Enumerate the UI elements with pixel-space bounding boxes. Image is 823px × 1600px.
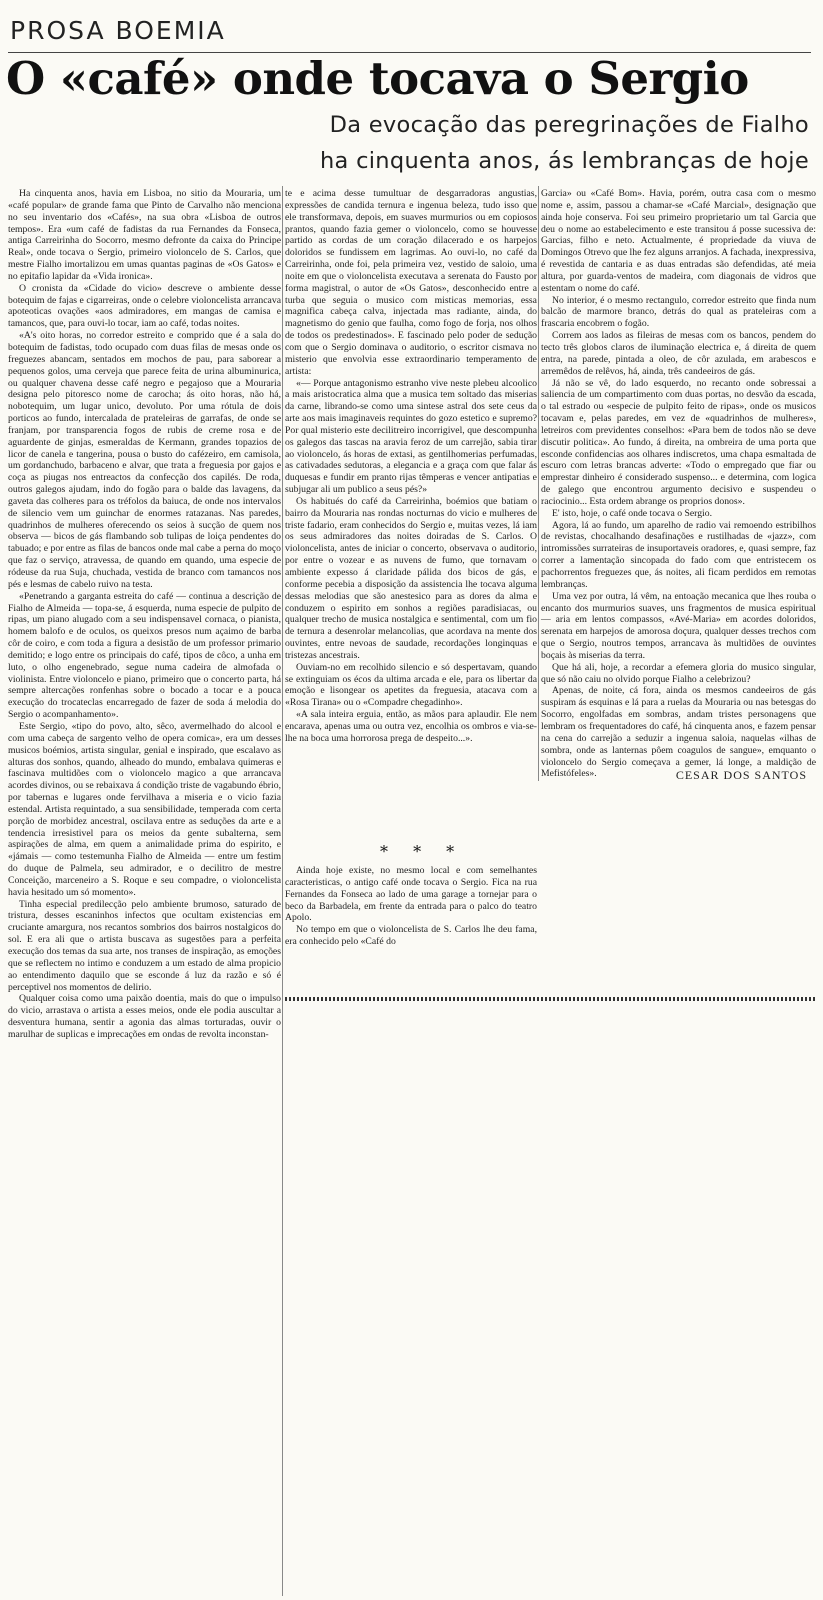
- subtitle-line-2: ha cinquenta anos, ás lembranças de hoje: [319, 148, 809, 174]
- paragraph: Que há ali, hoje, a recordar a efemera gloria do musico singular, que só não caiu no olvido porque Fialho a celebrizou?: [541, 661, 816, 685]
- paragraph: Qualquer coisa como uma paixão doentia, mais do que o impulso do vicio, arrastava o artista a esses meios, onde ele podia auscultar a desventura humana, sentir a agonia das almas torturadas, ouvir o marulhar de suplicas e imprecações em ondas de revolta inconstan-: [8, 993, 281, 1040]
- paragraph: No interior, é o mesmo rectangulo, corredor estreito que finda num balcão de marmore branco, detrás do qual as prateleiras com a frascaria encobrem o fogão.: [541, 294, 816, 330]
- paragraph: O cronista da «Cidade do vicio» descreve o ambiente desse botequim de fajas e cigarreiras, onde o celebre violoncelista arrancava apoteoticas ovações «aos admiradores, em mangas de camisa e tamancos, que, para ouvi-lo tocar, iam ao café, todas noites.: [8, 282, 281, 330]
- paragraph: «A's oito horas, no corredor estreito e comprido que é a sala do botequim de fadistas, todo ocupado com duas filas de mesas onde os freguezes abancam, sentados em mochos de pau, para saborear a pequenos golos, uma cerveja que parece feita de urina albuminurica, ou qualquer chavena desse café negro e pegajoso que a Mouraria designa pelo pitoresco nome de carocha; ás oito horas, não há, nobotequim, um lugar unico, devoluto. Por uma rótula de dois porticos ao fundo, intercalada de prateleiras de garrafas, de onde se franjam, por transparencia fogos de rubis de creme rosa e de aguardente de ginjas, esmeraldas de Kermann, grandes topazios de licor de canela e tangerina, pousa o busto do cafézeiro, em camisola, um gordanchudo, barbaceno e alvar, que trata a freguesia por gajos e coça as piugas nos entreactos da confecção dos capilés. De roda, outros galegos ajudam, indo do fogão para o balde das lavagens, da gaveta das colheres para os tréfolos da baiuca, de onde nos intervalos de silencio vem um guinchar de enormes ratazanas. Nas paredes, quadrinhos de mulheres oferecendo os seios à sucção de quem nos observa — bicos de gás flambando sob tulipas de loiça pendentes do tabuado; e por entre as filas de bancos onde mal cabe a perna do moço que faz o serviço, atravessa, de quando em quando, uma especie de ródeuse da rua Suja, chuchada, vestida de branco com tamancos nos pés e lesmas de cabelo ruivo na testa.: [8, 330, 281, 590]
- column-divider-2: [538, 186, 539, 781]
- dotted-divider: [285, 997, 816, 1001]
- headline: O «café» onde tocava o Sergio: [6, 52, 749, 105]
- article-column-1: [8, 188, 281, 1593]
- section-break-stars: * * *: [380, 842, 465, 861]
- paragraph: Apenas, de noite, cá fora, ainda os mesmos candeeiros de gás suspiram ás esquinas e lá para a ruelas da Mouraria ou nas betesgas do Socorro, engolfadas em sombras, andam tristes personagens que lembram os frequentadores do café, há cinquenta anos, e fazem pensar na cena do carrejão a seduzir a ingenua saloia, naquelas «ilhas de sombra, onde as lanternas pôem coagulos de sangue», emquanto o violoncelo do Sergio começava a gemer, lá longe, a maldição de Mefistófeles».: [541, 685, 816, 780]
- paragraph: Os habitués do café da Carreirinha, boémios que batiam o bairro da Mouraria nas rondas nocturnas do vicio e mulheres de triste fadario, eram conhecidos do Sergio e, muitas vezes, lá iam os seus admiradores das noites doiradas de S. Carlos. O violoncelista, antes de iniciar o concerto, observava o auditorio, por entre o vozear e as nuvens de fumo, que tornavam o ambiente expesso á claridade pálida dos bicos de gás, e conforme pecebia a disposição da assistencia lhe tocava alguma dessas melodias que são anestesico para as dores da alma e conduzem o espirito em sonhos a regiões paradisiacas, ou qualquer trecho de musica nostalgica e sentimental, com um fio de ternura a desenrolar melancolias, que acordava na mente dos ouvintes, entre nevoas de saudade, recordações longinquas e tristezas ancestrais.: [285, 495, 537, 661]
- paragraph: Garcia» ou «Café Bom». Havia, porém, outra casa com o mesmo nome e, assim, passou a chamar-se «Café Marcial», designação que ainda hoje conserva. Foi seu primeiro proprietario um tal Garcia que deu o nome ao estabelecimento e este transitou á posse sucessiva de: Garcias, filho e neto. Actualmente, é propriedade da viuva de Domingos Otrevo que lhe fez alguns arranjos. A fachada, inexpressiva, é revestida de cantaria e as duas entradas são defendidas, até meia altura, por guarda-ventos de madeira, com diagonais de vidros que estentam o nome do café.: [541, 188, 816, 294]
- paragraph: Este Sergio, «tipo do povo, alto, sêco, avermelhado do alcool e com uma cabeça de sargento velho de opera comica», era um desses musicos boémios, artista singular, genial e inspirado, que escalavo as alturas dos sonhos, quando, alheado do mundo, embalava quimeras e fascinava multidões com o violoncelo magico a que arrancava acordes divinos, ou se rebaixava á condição triste de vagabundo ébrio, por tabernas e lugares onde fervilhava a miseria e o vicio fazia estendal. Artista requintado, a sua sensibilidade, temperada com certa porção de morbidez ancestral, oscilava entre as seduções da arte e a tendencia irresistivel para os meios da gente subalterna, sem aspirações de alma, em quem a animalidade prima do espirito, e «jámais — como testemunha Fialho de Almeida — entre um festim do duque de Palmela, seu admirador, e o decilitro de mestre Conceição, marceneiro a S. Roque e seu compadre, o violoncelista havia hesitado um só momento».: [8, 720, 281, 898]
- paragraph: No tempo em que o violoncelista de S. Carlos lhe deu fama, era conhecido pelo «Café do: [285, 924, 537, 948]
- paragraph: Agora, lá ao fundo, um aparelho de radio vai remoendo estribilhos de revistas, chocalhando desafinações e rustilhadas de «jazz», com intromissões surrateiras de insuportaveis oradores, e, quasi sempre, faz correr a lamentação sincopada do fado com que entristecem os pachorrentos freguezes que, ás noites, ali ficam perdidos em remotas lembranças.: [541, 519, 816, 590]
- paragraph: Já não se vê, do lado esquerdo, no recanto onde sobressai a saliencia de um compartimento com duas portas, no desvão da escada, o tal estrado ou «especie de pulpito feito de ripas», onde os musicos tocavam e, pelas paredes, em vez de «quadrinhos de mulheres», letreiros com previdentes conselhos: «Para bem de todos não se deve discutir politica». Ao fundo, á direita, na ombreira de uma porta que esconde confidencias aos olhares indiscretos, uma chapa esmaltada de escuro com letras brancas adverte: «Todo o empregado que fiar ou emprestar dinheiro é considerado suspenso... e determina, com logica de galego que encontrou argumento decisivo e suspendeu o raciocinio... Esta ordem abrange os proprios donos».: [541, 377, 816, 507]
- section-kicker: PROSA BOEMIA: [10, 16, 226, 45]
- article-column-2-continued: [285, 865, 537, 995]
- paragraph: Ainda hoje existe, no mesmo local e com semelhantes caracteristicas, o antigo café onde tocava o Sergio. Fica na rua Fernandes da Fonseca ao lado de uma garage a tornejar para o beco da Barbadela, em frente da entrada para o palco do teatro Apolo.: [285, 865, 537, 924]
- subtitle-line-1: Da evocação das peregrinações de Fialho: [329, 112, 809, 138]
- paragraph: «— Porque antagonismo estranho vive neste plebeu alcoolico a mais aristocratica alma que a musica tem soltado das miserias da carne, librando-se como uma sintese astral dos sete ceus da arte aos mais imaginaveis requintes do gozo estetico e supremo? Por qual misterio este decilitreiro incorrigivel, que descompunha os galegos das tascas na aravia feroz de um carrejão, sabia tirar ao violoncelo, ás horas de extasi, as gentilhomerias perfumadas, as cativadades sedutoras, a elegancia e a graça com que falar ás duquesas e fundir em pranto rijas têmperas e vencer antipatias e subjugar ali um publico a seus pés?»: [285, 377, 537, 496]
- paragraph: «A sala inteira erguia, então, as mãos para aplaudir. Ele nem encarava, apenas uma ou outra vez, encolhia os ombros e via-se-lhe na boca uma horrorosa prega de despeito...».: [285, 709, 537, 744]
- paragraph: Ouviam-no em recolhido silencio e só despertavam, quando se extinguiam os écos da ultima arcada e ele, para os libertar da emoção e lisongear os apetites da freguesia, atacava com a «Rosa Tirana» ou o «Compadre chegadinho».: [285, 661, 537, 709]
- paragraph: E' isto, hoje, o café onde tocava o Sergio.: [552, 507, 713, 519]
- paragraph: Ha cinquenta anos, havia em Lisboa, no sitio da Mouraria, um «café popular» de grande fama que Pinto de Carvalho não menciona no seu inventario dos «Cafés», na sua obra «Lisboa de outros tempos». Era «um café de fadistas da rua Fernandes da Fonseca, antiga Carreirinha do Socorro, mesmo defronte da caixa do Principe Real», onde tocava o Sergio, primeiro violoncelo de S. Carlos, que mestre Fialho imortalizou em umas quantas paginas de «Os Gatos» e no epitafio lapidar da «Vida ironica».: [8, 188, 281, 282]
- paragraph: te e acima desse tumultuar de desgarradoras angustias, expressões de candida ternura e ingenua beleza, tudo isso que ele transformava, depois, em suaves murmurios ou em copiosos prantos, quando fazia gemer o violoncelo, como se houvesse partido as cordas de um coração dilacerado e os harpejos doloridos se fundissem em lagrimas. Ao ouvi-lo, no café da Carreirinha, onde foi, pela primeira vez, vestido de saloio, uma noite em que o violoncelista executava a serenata do Fausto por forma magistral, o autor de «Os Gatos», desconhecido entre a turba que seguia o musico com misticas memorias, essa magnifica cabeça calva, injectada mas radiante, ainda, do magnetismo do genio que faulha, como fogo de forja, nos olhos de todos os predestinados». E fascinado pelo poder de sedução com que o Sergio dominava o auditorio, o escritor cismava no misterio que envolvia esse extraordinario temperamento de artista:: [285, 188, 537, 377]
- paragraph: Uma vez por outra, lá vêm, na entoação mecanica que lhes rouba o encanto dos murmurios suaves, uns fragmentos de musica espiritual — aria em lentos compassos, «Avé-Maria» em acordes doloridos, serenata em harpejos de amorosa doçura, qualquer desses trechos com que o Sergio, noutros tempos, arrancava às multidões de ouvintes boçais às miserias da terra.: [541, 590, 816, 661]
- paragraph: Tinha especial predilecção pelo ambiente brumoso, saturado de tristura, desses escaninhos infectos que ocultam existencias em cruciante amargura, nos recantos sombrios dos bairros nostalgicos do sol. E era ali que o artista buscava as sugestões para a perfeita execução dos temas da sua arte, nos transes de inspiração, as emoções que se reflectem no intimo e conduzem a um estado de alma propicio ao entendimento daquilo que se esconde á luz da razão e só é perceptivel nos momentos de delirio.: [8, 898, 281, 993]
- column-divider-1: [282, 186, 283, 1596]
- paragraph: Correm aos lados as fileiras de mesas com os bancos, pendem do tecto três globos claros de iluminação electrica e, á direita de quem entra, na parede, pintada a oleo, de côr azulada, em arabescos e arremêdos de relêvos, há, ainda, três candeeiros de gás.: [541, 330, 816, 377]
- author-signature: CESAR DOS SANTOS: [675, 768, 807, 782]
- paragraph: «Penetrando a garganta estreita do café — continua a descrição de Fialho de Almeida — topa-se, á esquerda, numa especie de pulpito de ripas, um piano alugado com a seu indispensavel cornaca, o pianista, homem balofo e de oculos, os queixos presos num açaimo de barba côr de coiro, e com toda a figura a desistão de um professor primario demitido; e logo entre os principais do café, tipos de côco, a unha em luto, o olho engenebrado, segue numa cadeira de almofada o violinista. Entre violoncelo e piano, primeiro que o concerto parta, há sempre altercações ronfenhas sobre o bocado a tocar e a pouca execução do trocateclas encarregado de fazer de soda á melodia do Sergio o acompanhamento».: [8, 590, 281, 721]
